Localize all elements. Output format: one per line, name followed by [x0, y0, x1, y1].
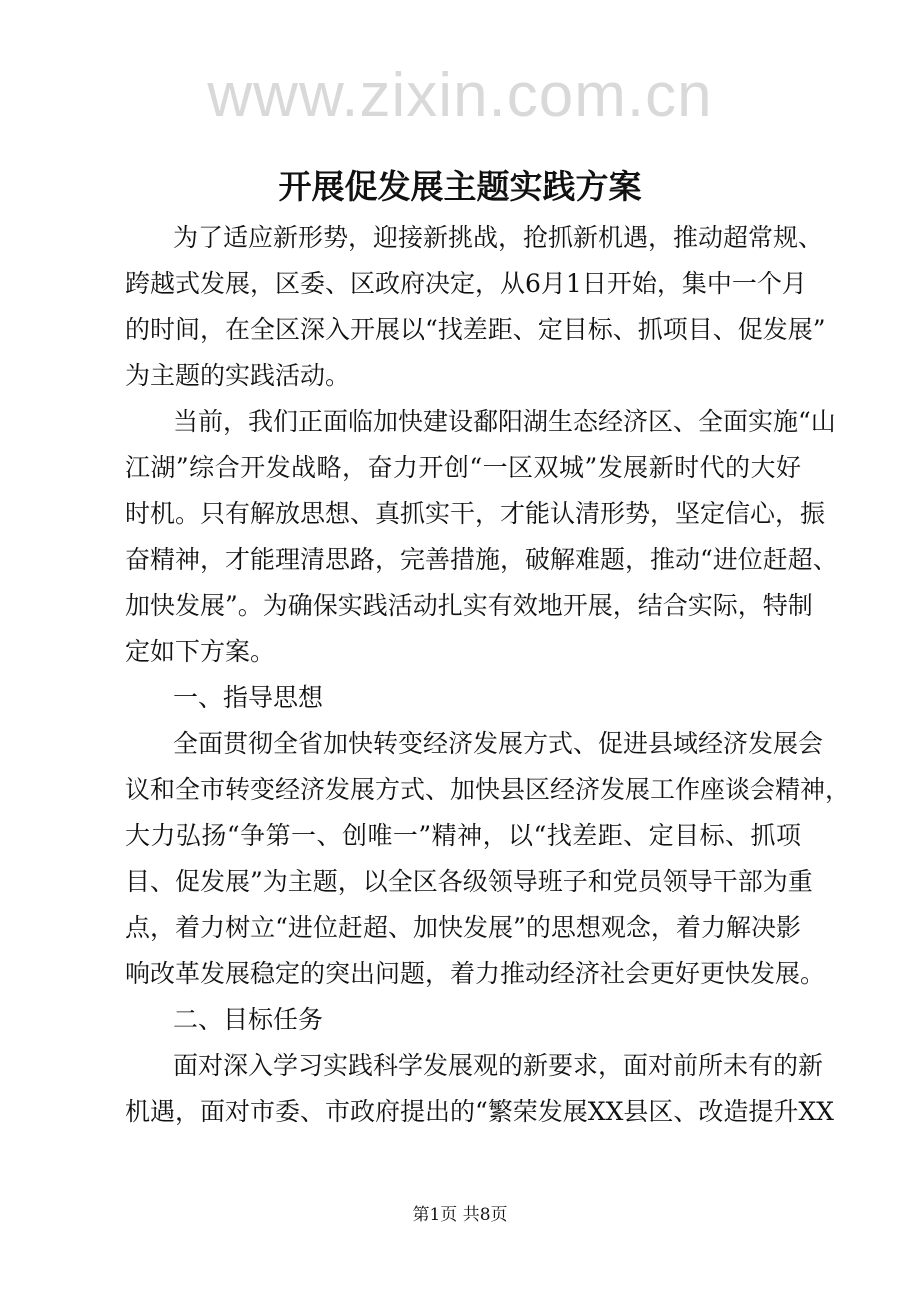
paragraph: [125, 675, 801, 721]
text-line: 目、促发展”为主题，以全区各级领导班子和党员领导干部为重: [125, 867, 813, 896]
paragraph: [125, 1043, 834, 1135]
text-line: 江湖”综合开发战略，奋力开创“一区双城”发展新时代的大好: [125, 453, 801, 482]
text-line: 二、目标任务: [173, 1005, 324, 1034]
text-line: 为主题的实践活动。: [125, 361, 351, 390]
text-line: 议和全市转变经济发展方式、加快县区经济发展工作座谈会精神，: [125, 775, 851, 804]
text-line: 奋精神，才能理清思路，完善措施，破解难题，推动“进位赶超、: [125, 545, 838, 574]
text-line: 跨越式发展，区委、区政府决定，从6月1日开始，集中一个月: [125, 269, 807, 298]
text-line: 加快发展”。为确保实践活动扎实有效地开展，结合实际，特制: [125, 591, 813, 620]
text-line: 定如下方案。: [125, 637, 276, 666]
text-line: 全面贯彻全省加快转变经济发展方式、促进县域经济发展会: [173, 729, 824, 758]
text-line: 为了适应新形势，迎接新挑战，抢抓新机遇，推动超常规、: [173, 223, 824, 252]
document-title: 开展促发展主题实践方案: [278, 167, 642, 206]
text-line: 点，着力树立“进位赶超、加快发展”的思想观念，着力解决影: [125, 913, 801, 942]
paragraph: [125, 997, 801, 1043]
text-line: 面对深入学习实践科学发展观的新要求，面对前所未有的新: [173, 1051, 824, 1080]
document-body: [125, 215, 851, 1135]
paragraph: [125, 215, 826, 399]
text-line: 时机。只有解放思想、真抓实干，才能认清形势，坚定信心，振: [125, 499, 826, 528]
text-line: 的时间，在全区深入开展以“找差距、定目标、抓项目、促发展”: [125, 315, 826, 344]
text-line: 机遇，面对市委、市政府提出的“繁荣发展XX县区、改造提升XX: [125, 1097, 834, 1126]
paragraph: [125, 721, 851, 997]
page-footer: 第1页 共8页: [412, 1205, 508, 1225]
watermark: www.zixin.com.cn: [207, 61, 713, 130]
text-line: 响改革发展稳定的突出问题，着力推动经济社会更好更快发展。: [125, 959, 826, 988]
text-line: 大力弘扬“争第一、创唯一”精神，以“找差距、定目标、抓项: [125, 821, 801, 850]
paragraph: [125, 399, 838, 675]
text-line: 当前，我们正面临加快建设鄱阳湖生态经济区、全面实施“山: [173, 407, 836, 436]
text-line: 一、指导思想: [173, 683, 324, 712]
